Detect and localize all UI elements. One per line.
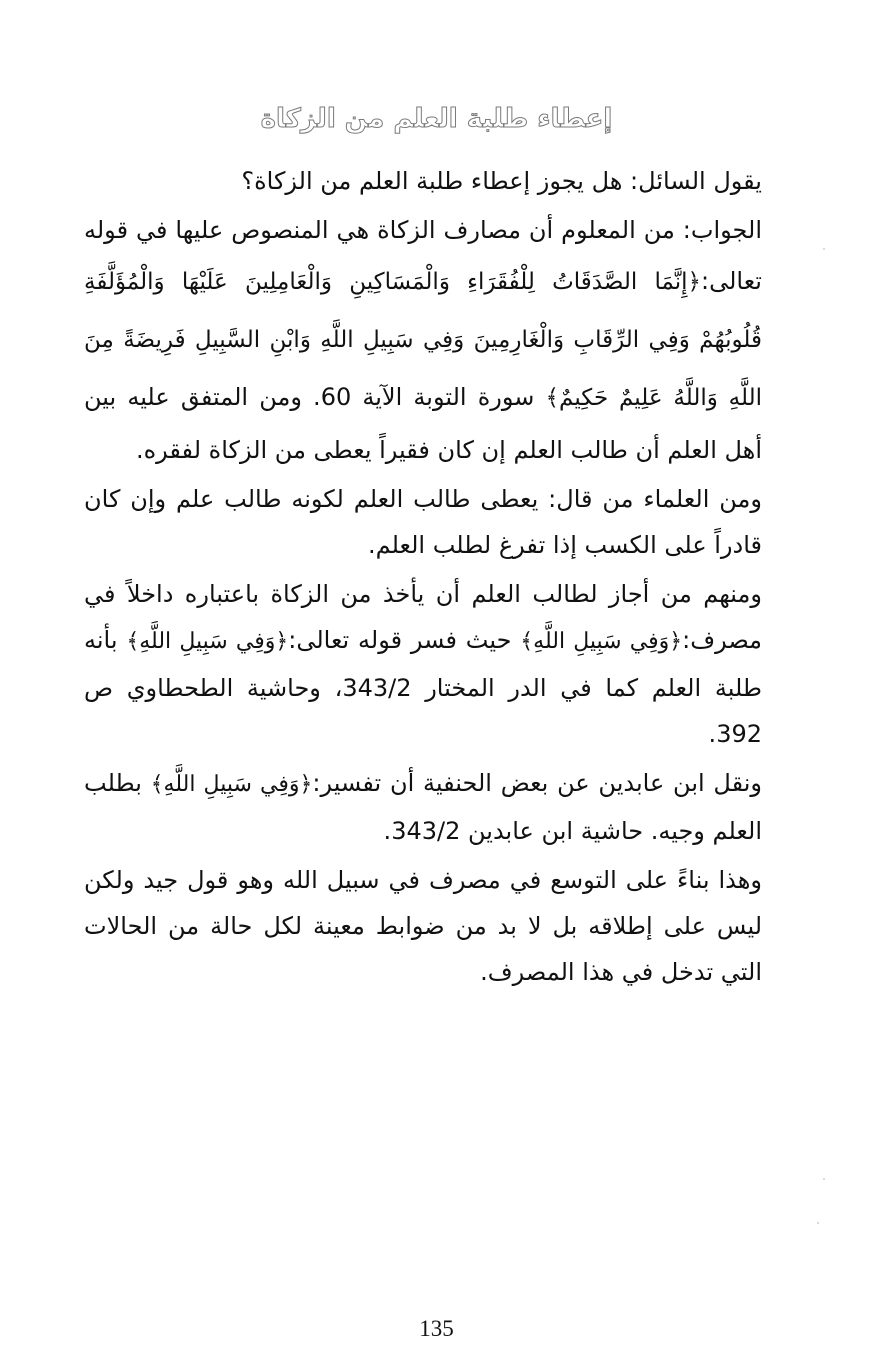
question-text: يقول السائل: هل يجوز إعطاء طلبة العلم من الزكاة؟ [241,167,762,195]
page-body [84,158,762,998]
scan-speck [823,248,825,250]
conclusion-paragraph [84,857,762,995]
page-number: 135 [419,1316,454,1341]
question-paragraph [84,158,762,204]
quran-verse: ﴿إِنَّمَا الصَّدَقَاتُ لِلْفُقَرَاءِ وَالْمَسَاكِينِ وَالْعَامِلِينَ عَلَيْهَا وَالْمُؤَلَّفَةِ قُلُوبُهُمْ وَفِي الرِّقَابِ وَالْغَارِمِينَ وَفِي سَبِيلِ اللَّهِ وَابْنِ السَّبِيلِ فَرِيضَةً مِنَ اللَّهِ وَاللَّهُ عَلِيمٌ حَكِيمٌ﴾ [84,269,762,411]
scholars-opinion-paragraph [84,476,762,568]
verse-quote-1: ﴿وَفِي سَبِيلِ اللَّهِ﴾ [520,629,683,654]
ibn-abidin-text-b: بطلب العلم وجيه. حاشية ابن عابدين 343/2. [84,769,762,845]
answer-lead: الجواب: من المعلوم أن مصارف الزكاة هي المنصوص عليها في قوله تعالى: [84,216,762,295]
permission-text-c: بأنه طلبة العلم كما في الدر المختار 343/2، وحاشية الطحطاوي ص 392. [84,626,763,748]
conclusion-text: وهذا بناءً على التوسع في مصرف في سبيل الله وهو قول جيد ولكن ليس على إطلاقه بل لا بد من ضوابط معينة لكل حالة من الحالات التي تدخل في هذا المصرف. [84,866,762,986]
permission-text-a: ومنهم من أجاز لطالب العلم أن يأخذ من الزكاة باعتباره داخلاً في مصرف: [84,580,763,654]
permission-text-b: حيث فسر قوله تعالى: [288,626,521,654]
scan-speck [823,1178,825,1180]
permission-paragraph [84,571,762,757]
answer-paragraph [84,207,762,473]
answer-reference: سورة التوبة الآية 60. ومن المتفق عليه بين أهل العلم أن طالب العلم إن كان فقيراً يعطى من الزكاة لفقره. [84,383,762,464]
scholars-opinion-text: ومن العلماء من قال: يعطى طالب العلم لكونه طالب علم وإن كان قادراً على الكسب إذا تفرغ لطلب العلم. [84,485,762,559]
ibn-abidin-paragraph [84,760,762,854]
ibn-abidin-text-a: ونقل ابن عابدين عن بعض الحنفية أن تفسير: [312,769,762,797]
scan-speck [817,1222,819,1224]
page-title: إعطاء طلبة العلم من الزكاة [260,104,613,134]
verse-quote-3: ﴿وَفِي سَبِيلِ اللَّهِ﴾ [150,772,313,797]
verse-quote-2: ﴿وَفِي سَبِيلِ اللَّهِ﴾ [126,629,289,654]
